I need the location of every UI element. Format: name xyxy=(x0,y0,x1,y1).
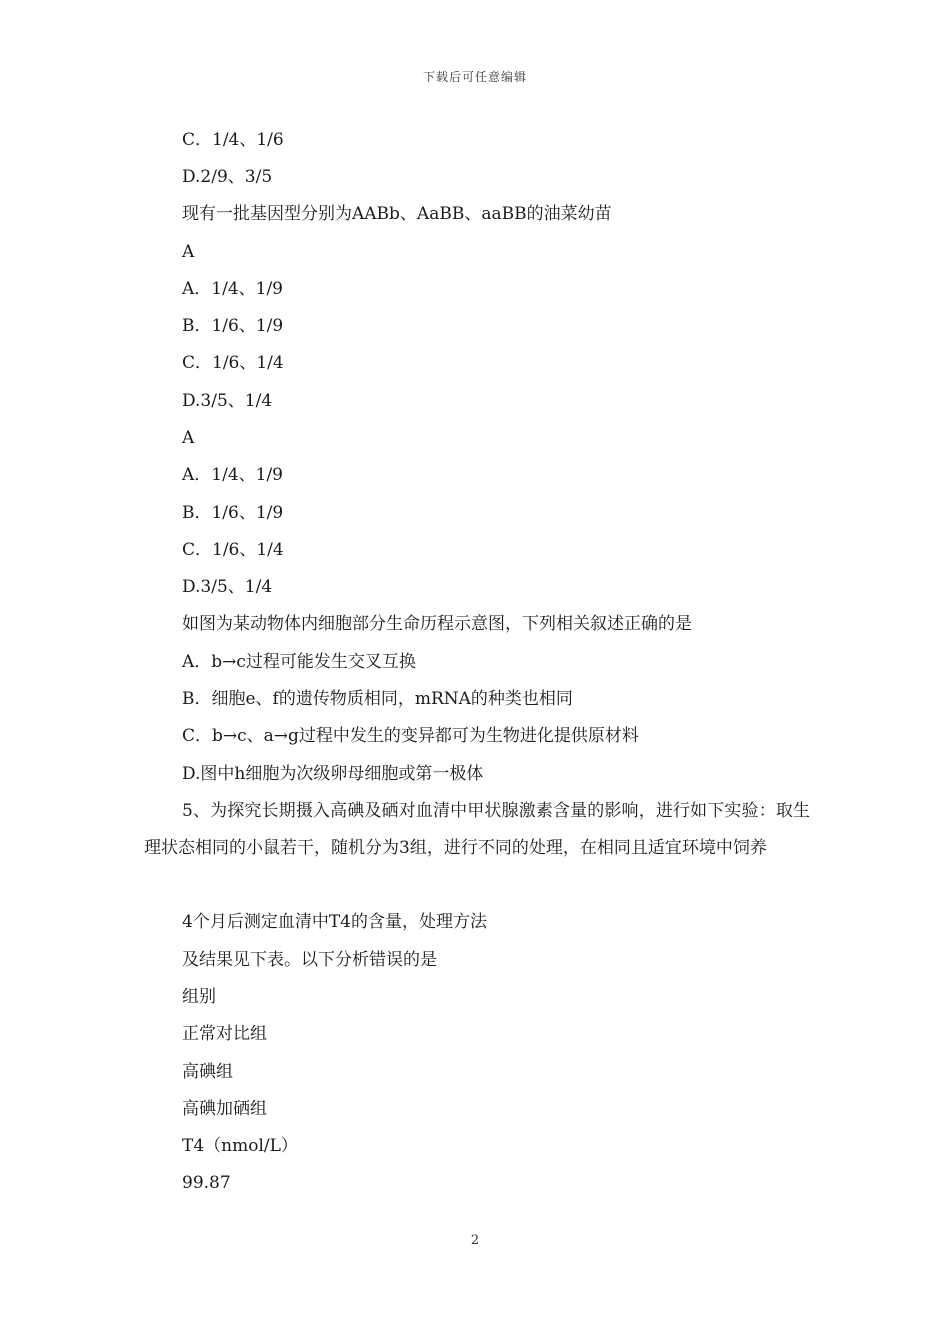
text-line: D.3/5、1/4 xyxy=(182,391,273,411)
page-header: 下载后可任意编辑 xyxy=(422,70,527,84)
text-line: D.2/9、3/5 xyxy=(182,167,273,187)
text-line: 4个月后测定血清中T4的含量，处理方法 xyxy=(182,912,487,932)
question-paragraph: 5、为探究长期摄入高碘及硒对血清中甲状腺激素含量的影响，进行如下实验：取生理状态相同的小鼠若干，随机分为3组，进行不同的处理，在相同且适宜环境中饲养 xyxy=(144,801,810,858)
page-number: 2 xyxy=(470,1233,480,1248)
text-line: B．1/6、1/9 xyxy=(182,316,284,336)
text-line: A．1/4、1/9 xyxy=(182,465,283,485)
text-line: 如图为某动物体内细胞部分生命历程示意图，下列相关叙述正确的是 xyxy=(182,614,692,634)
text-line: 高碘加硒组 xyxy=(182,1099,267,1119)
text-line: 99.87 xyxy=(182,1173,231,1193)
text-line: C．1/6、1/4 xyxy=(182,353,284,373)
text-line: A．b→c过程可能发生交叉互换 xyxy=(182,652,416,672)
text-line: 组别 xyxy=(182,987,216,1007)
text-line: 正常对比组 xyxy=(182,1024,267,1044)
text-line: B．细胞e、f的遗传物质相同，mRNA的种类也相同 xyxy=(182,689,573,709)
text-line: D.图中h细胞为次级卵母细胞或第一极体 xyxy=(182,764,484,784)
text-line: D.3/5、1/4 xyxy=(182,577,273,597)
text-line: 高碘组 xyxy=(182,1062,233,1082)
text-line: B．1/6、1/9 xyxy=(182,503,284,523)
text-line: C．1/4、1/6 xyxy=(182,130,284,150)
text-line: A xyxy=(182,428,195,448)
text-line: A．1/4、1/9 xyxy=(182,279,283,299)
text-line: T4（nmol/L） xyxy=(182,1136,298,1156)
text-line: C．b→c、a→g过程中发生的变异都可为生物进化提供原材料 xyxy=(182,726,639,746)
text-line: 及结果见下表。以下分析错误的是 xyxy=(182,950,437,970)
text-line: A xyxy=(182,242,195,262)
text-line: C．1/6、1/4 xyxy=(182,540,284,560)
text-line: 现有一批基因型分别为AABb、AaBB、aaBB的油菜幼苗 xyxy=(182,204,612,224)
